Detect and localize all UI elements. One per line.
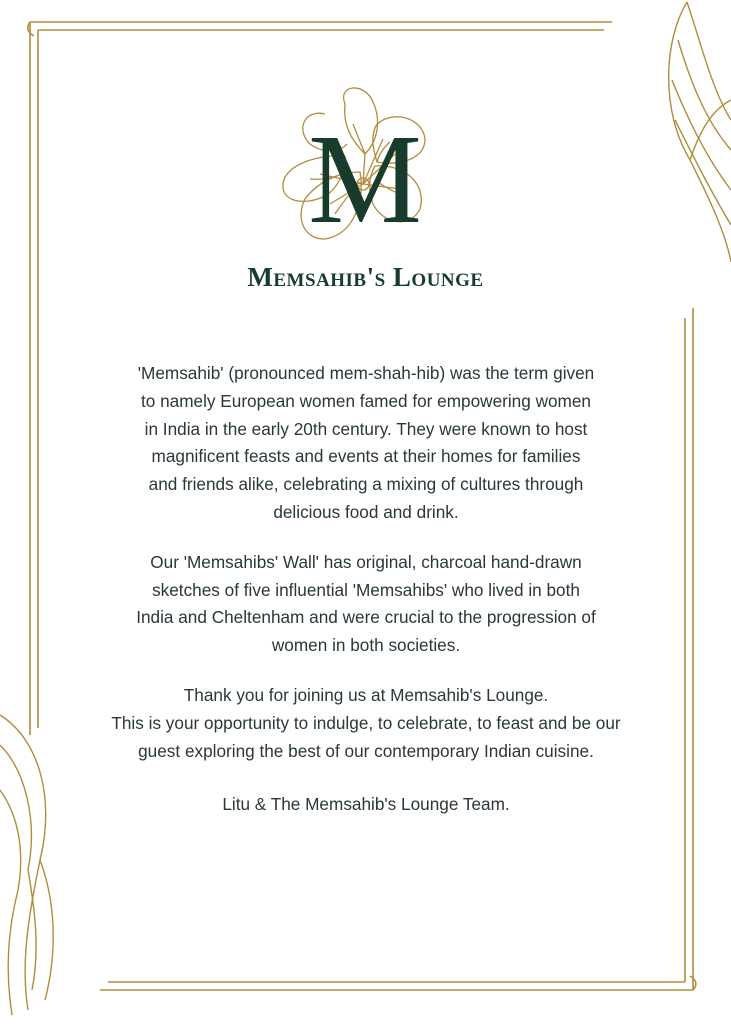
monogram-letter: M bbox=[308, 108, 422, 250]
leaf-top-right-icon bbox=[669, 2, 731, 262]
paragraph-memsahib-definition: 'Memsahib' (pronounced mem-shah-hib) was the term given to namely European women famed for empowering women in India in the early 20th century. They were known to host magnificent feasts and events at their homes for families and friends alike, celebrating a mixing of cultures through delicious food and drink. bbox=[137, 363, 595, 522]
signature: Litu & The Memsahib's Lounge Team. bbox=[222, 794, 510, 815]
corner-flourish-top-left bbox=[28, 22, 34, 36]
brand-logo bbox=[265, 84, 465, 259]
leaf-bottom-left-icon bbox=[0, 715, 53, 1015]
brand-title: Memsahib's Lounge bbox=[247, 262, 484, 292]
paragraph-thank-you: Thank you for joining us at Memsahib's Lounge. This is your opportunity to indulge, to celebrate, to feast and be our guest exploring the best of our contemporary Indian cuisine. bbox=[111, 684, 621, 761]
content-section bbox=[56, 360, 676, 841]
paragraph-memsahibs-wall: Our 'Memsahibs' Wall' has original, charcoal hand-drawn sketches of five influential 'Memsahibs' who lived in both India and Cheltenham and were crucial to the progression of women in both societies. bbox=[136, 551, 596, 656]
